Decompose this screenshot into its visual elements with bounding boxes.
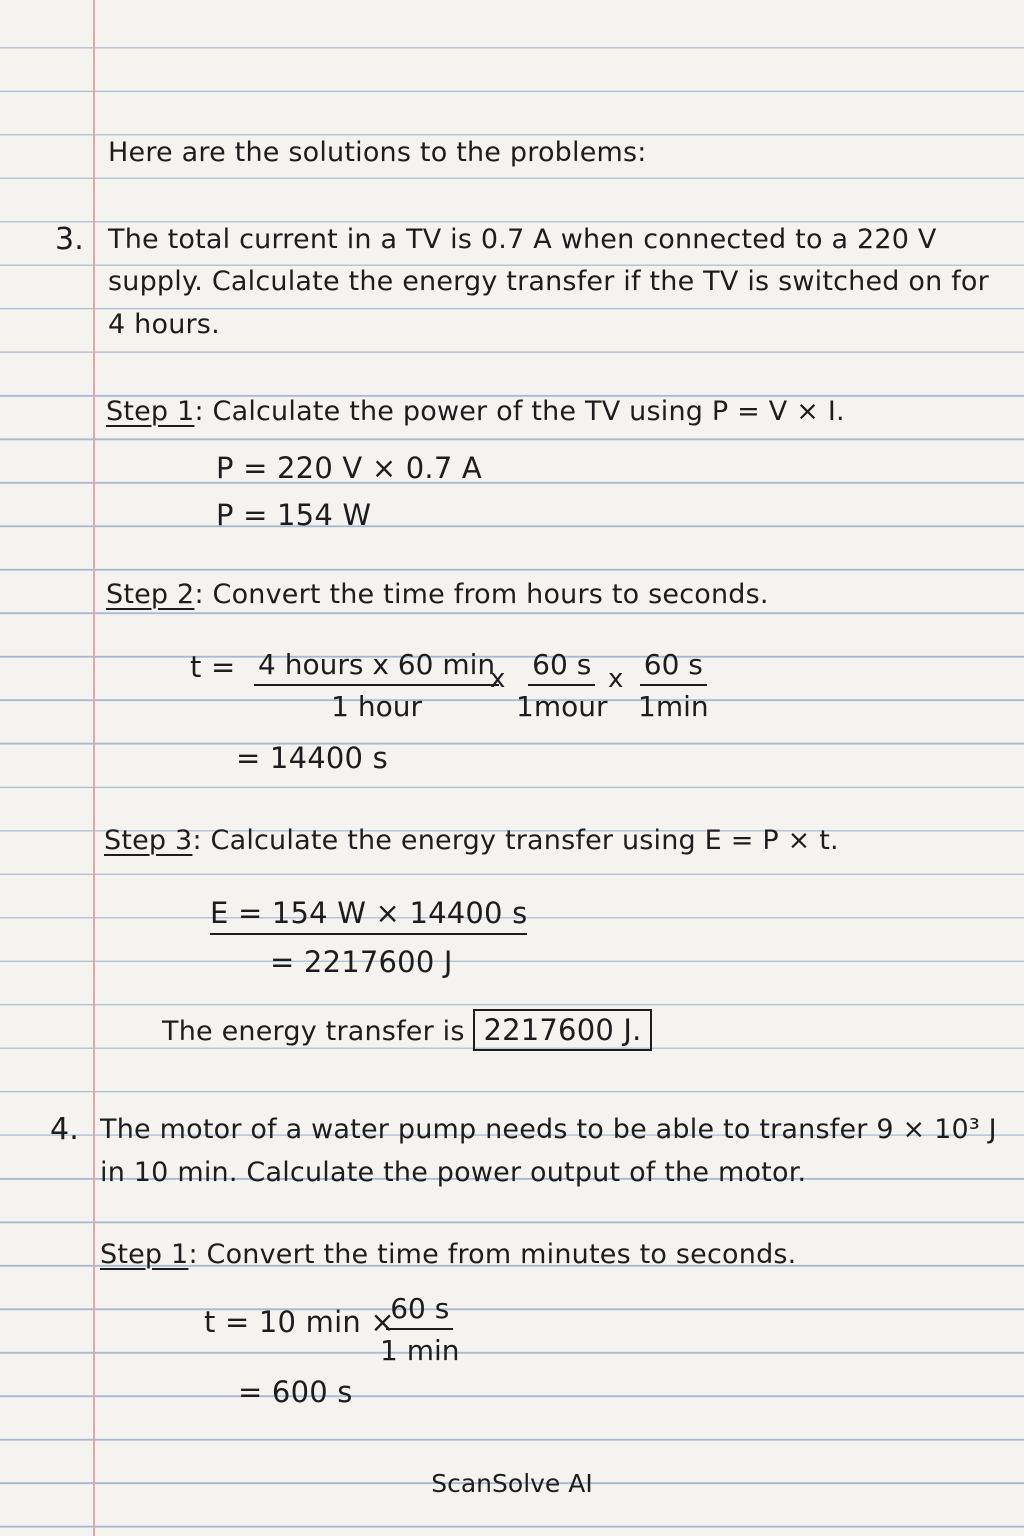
fraction-denominator: 1 hour xyxy=(331,690,422,723)
step-label: Step 1 xyxy=(106,396,195,427)
footer-brand: ScanSolve AI xyxy=(431,1469,593,1498)
energy-answer xyxy=(162,1015,652,1047)
time-conversion-lhs: t = 10 min × xyxy=(204,1305,395,1339)
fraction-numerator: 60 s xyxy=(528,650,595,686)
problem-3-line-3: 4 hours. xyxy=(108,309,220,340)
problem-4-number: 4. xyxy=(50,1112,80,1147)
answer-prefix: The energy transfer is xyxy=(162,1016,465,1047)
fraction-denominator: 1mour xyxy=(516,690,608,723)
multiply-sign: x xyxy=(608,664,624,694)
step-text: : Calculate the energy transfer using E = P × t. xyxy=(192,825,839,856)
energy-equation xyxy=(210,898,527,928)
fraction-denominator: 1min xyxy=(638,690,709,723)
step-text: : Calculate the power of the TV using P = V × I. xyxy=(194,396,845,427)
problem-4-line-1: The motor of a water pump needs to be able to transfer 9 × 10³ J xyxy=(100,1114,997,1145)
margin-line xyxy=(93,0,95,1536)
problem-3-step-1 xyxy=(106,397,845,427)
fraction-numerator: 60 s xyxy=(640,650,707,686)
problem-3-line-2: supply. Calculate the energy transfer if the TV is switched on for xyxy=(108,266,989,297)
fraction-denominator: 1 min xyxy=(380,1334,460,1367)
fraction-numerator: 4 hours x 60 min xyxy=(254,650,499,686)
fraction-sec-per-min xyxy=(380,1294,460,1366)
fraction-sec-per-min-2 xyxy=(638,650,709,722)
step-text: : Convert the time from hours to seconds. xyxy=(194,579,769,610)
multiply-sign: x xyxy=(490,664,506,694)
step-label: Step 2 xyxy=(106,579,195,610)
power-equation: P = 220 V × 0.7 A xyxy=(216,451,482,485)
step-label: Step 1 xyxy=(100,1239,189,1270)
energy-equation-text: E = 154 W × 14400 s xyxy=(210,896,527,935)
problem-4-line-2: in 10 min. Calculate the power output of the motor. xyxy=(100,1157,807,1188)
problem-3-step-3 xyxy=(104,826,839,856)
answer-box: 2217600 J. xyxy=(473,1009,651,1051)
time-equation-lhs: t = xyxy=(190,650,236,684)
problem-4-step-1 xyxy=(100,1240,796,1270)
fraction-hours-to-min xyxy=(254,650,499,722)
intro-text: Here are the solutions to the problems: xyxy=(108,137,647,168)
problem-3-number: 3. xyxy=(55,222,85,257)
power-result: P = 154 W xyxy=(216,498,372,532)
problem-3-line-1: The total current in a TV is 0.7 A when connected to a 220 V xyxy=(108,224,937,255)
step-text: : Convert the time from minutes to seconds. xyxy=(188,1239,797,1270)
time-conversion-result: = 600 s xyxy=(238,1375,353,1409)
step-label: Step 3 xyxy=(104,825,193,856)
problem-3-step-2 xyxy=(106,580,769,610)
fraction-sec-per-min xyxy=(516,650,607,722)
energy-result: = 2217600 J xyxy=(270,945,453,979)
time-result: = 14400 s xyxy=(236,741,388,775)
fraction-numerator: 60 s xyxy=(386,1294,453,1330)
